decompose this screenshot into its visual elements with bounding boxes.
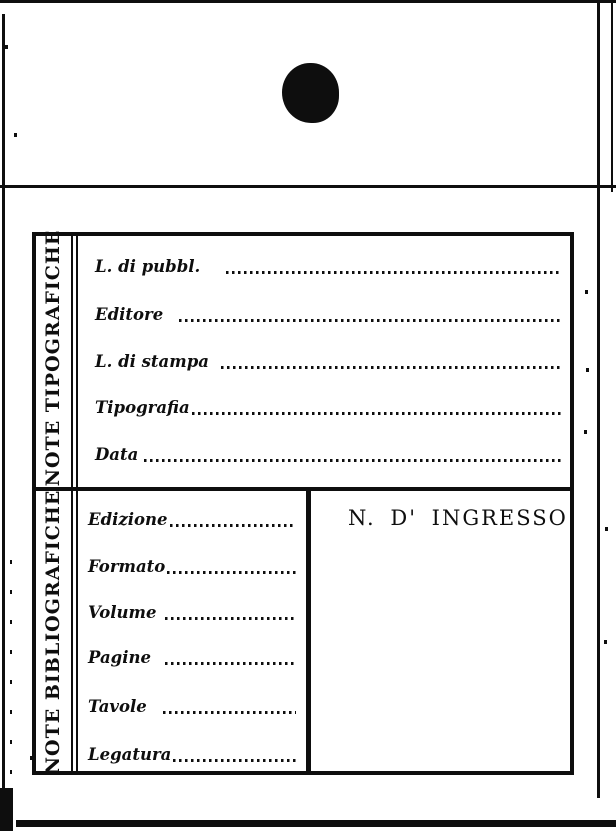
- header-rule: [0, 185, 616, 188]
- field-row-volume: [88, 601, 296, 623]
- field-label: L. di pubbl.: [95, 257, 201, 276]
- field-row-data: [95, 443, 562, 465]
- field-row-editore: [95, 303, 562, 325]
- scan-speck: [605, 527, 608, 531]
- dotted-entry-line: [144, 459, 562, 462]
- scan-speck: [14, 133, 17, 137]
- right-rule-line: [597, 0, 600, 798]
- scan-speck: [604, 640, 607, 644]
- right-edge-line-broken: [611, 192, 613, 522]
- dotted-entry-line: [192, 412, 562, 415]
- field-row-edizione: [88, 508, 296, 530]
- dotted-entry-line: [165, 617, 296, 620]
- left-margin-broken-line: [10, 560, 12, 810]
- double-rule-inner: [76, 236, 78, 775]
- right-edge-line: [611, 0, 613, 192]
- section-label-tipografiche: NOTE TIPOGRAFICHE: [42, 229, 64, 487]
- bottom-edge-line: [16, 820, 616, 827]
- field-label: Pagine: [88, 648, 151, 667]
- field-row-tavole: [88, 695, 296, 717]
- field-row-legatura: [88, 743, 296, 765]
- ingresso-heading: N. D' INGRESSO: [348, 506, 568, 530]
- left-edge-line: [2, 14, 5, 831]
- field-row-formato: [88, 555, 296, 577]
- dotted-entry-line: [221, 366, 562, 369]
- dotted-entry-line: [163, 711, 296, 714]
- field-row-l-di-pubbl: [95, 255, 562, 277]
- ingresso-divider-line: [306, 491, 311, 775]
- section-label-bibliografiche: NOTE BIBLIOGRAFICHE: [42, 489, 64, 775]
- field-label: Edizione: [88, 510, 168, 529]
- scan-speck: [585, 290, 588, 294]
- dotted-entry-line: [167, 571, 296, 574]
- top-edge-line: [0, 0, 616, 3]
- dotted-entry-line: [170, 524, 296, 527]
- scan-speck: [5, 45, 8, 49]
- scan-speck: [30, 756, 33, 760]
- field-label: Formato: [88, 557, 166, 576]
- field-row-pagine: [88, 646, 296, 668]
- punch-hole: [282, 63, 339, 123]
- field-row-tipografia: [95, 396, 562, 418]
- dotted-entry-line: [173, 759, 296, 762]
- field-label: Legatura: [88, 745, 172, 764]
- field-label: Tipografia: [95, 398, 190, 417]
- scan-speck: [586, 368, 589, 372]
- dotted-entry-line: [165, 662, 296, 665]
- dotted-entry-line: [179, 319, 562, 322]
- field-row-l-di-stampa: [95, 350, 562, 372]
- dotted-entry-line: [226, 271, 562, 274]
- field-label: Volume: [88, 603, 157, 622]
- field-label: L. di stampa: [95, 352, 209, 371]
- scan-speck: [584, 430, 587, 434]
- field-label: Editore: [95, 305, 164, 324]
- section-divider-line: [32, 487, 574, 491]
- double-rule-outer: [71, 236, 73, 775]
- field-label: Tavole: [88, 697, 147, 716]
- field-label: Data: [95, 445, 139, 464]
